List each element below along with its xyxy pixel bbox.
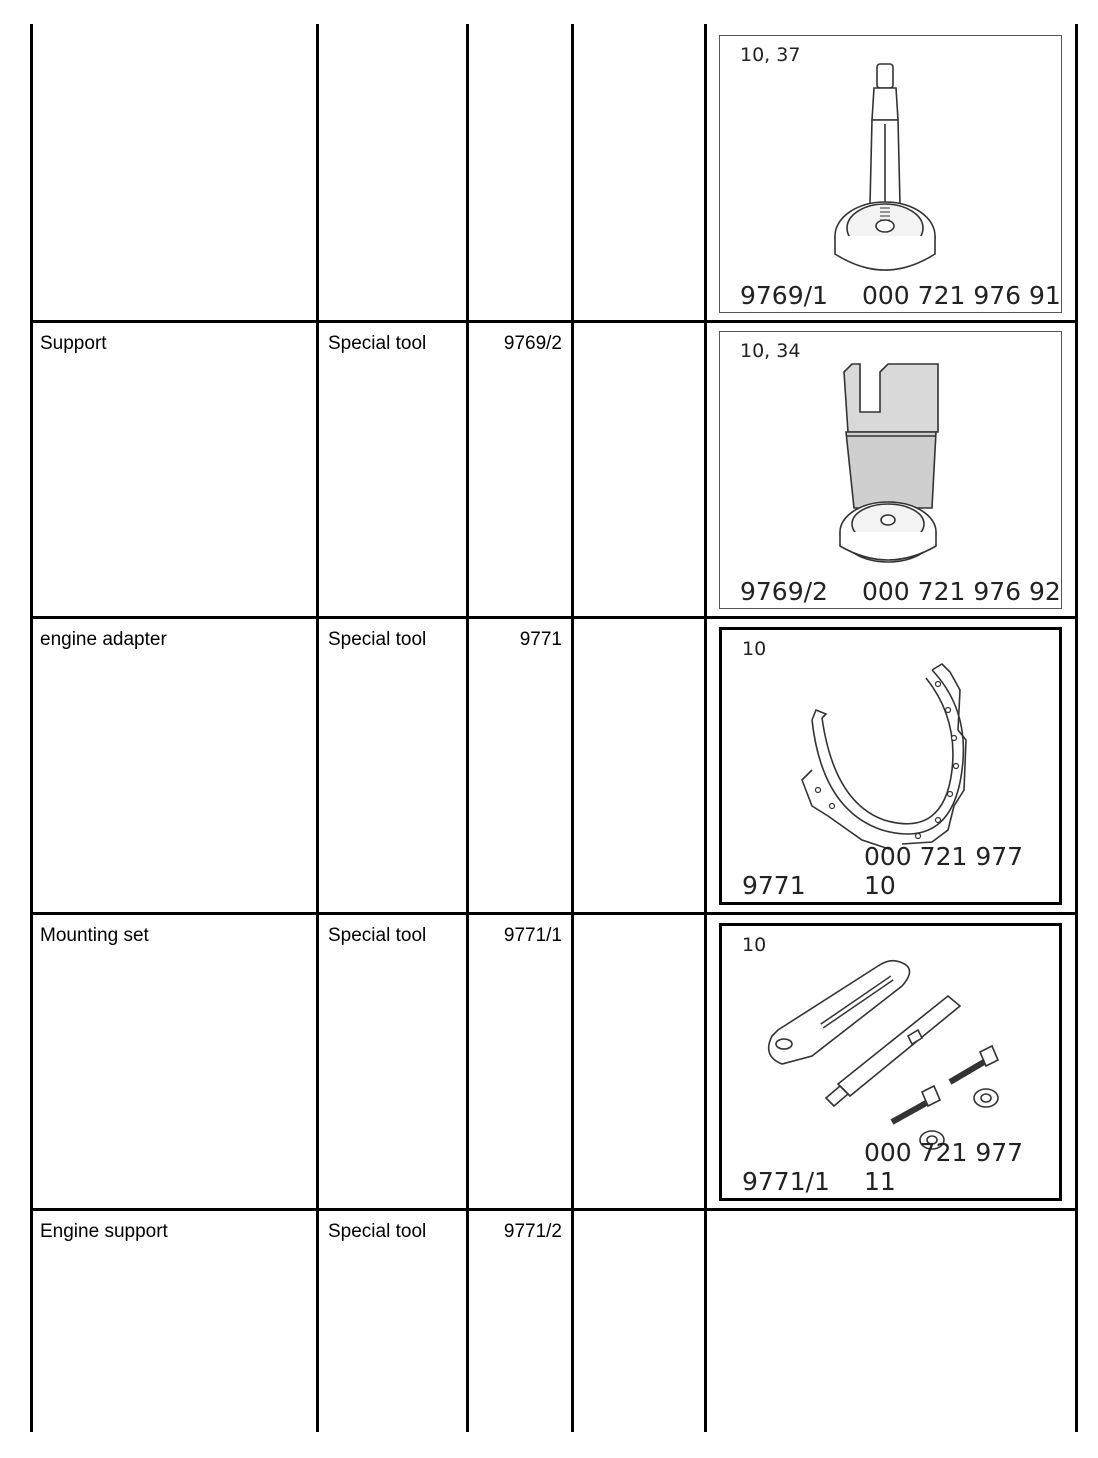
tool-number: 9771/1 <box>503 925 562 946</box>
figure-part-number: 000 721 977 10 <box>864 842 1024 900</box>
figure-part-number: 000 721 976 91 <box>862 281 1061 310</box>
column-divider <box>704 24 707 1432</box>
column-divider <box>1075 24 1078 1432</box>
column-divider <box>466 24 469 1432</box>
figure-tool-number: 9771 <box>742 871 806 900</box>
column-divider <box>30 24 33 1432</box>
tool-figure <box>719 627 1062 905</box>
tool-type: Special tool <box>328 629 427 650</box>
tool-number: 9771/2 <box>503 1221 562 1242</box>
tool-type: Special tool <box>328 333 427 354</box>
tool-figure <box>719 923 1062 1201</box>
column-divider <box>316 24 319 1432</box>
tool-name: Support <box>40 333 107 354</box>
row-divider <box>30 1208 1078 1211</box>
figure-tool-number: 9771/1 <box>742 1167 830 1196</box>
column-divider <box>571 24 574 1432</box>
figure-page-ref: 10 <box>742 934 767 956</box>
press-piece-icon <box>720 36 1063 314</box>
figure-part-number: 000 721 977 11 <box>864 1138 1024 1196</box>
tool-number: 9771 <box>519 629 562 650</box>
tool-number: 9769/2 <box>503 333 562 354</box>
figure-tool-number: 9769/2 <box>740 577 828 606</box>
row-divider <box>30 912 1078 915</box>
tool-name: Mounting set <box>40 925 149 946</box>
tool-type: Special tool <box>328 1221 427 1242</box>
support-icon <box>720 332 1063 610</box>
tool-figure <box>719 331 1062 609</box>
figure-part-number: 000 721 976 92 <box>862 577 1061 606</box>
row-divider <box>30 616 1078 619</box>
tool-name: Engine support <box>40 1221 168 1242</box>
figure-tool-number: 9769/1 <box>740 281 828 310</box>
tool-figure <box>719 35 1062 313</box>
row-divider <box>30 320 1078 323</box>
figure-page-ref: 10 <box>742 638 767 660</box>
tool-type: Special tool <box>328 925 427 946</box>
figure-page-ref: 10, 37 <box>740 44 801 66</box>
tool-name: engine adapter <box>40 629 167 650</box>
figure-page-ref: 10, 34 <box>740 340 801 362</box>
